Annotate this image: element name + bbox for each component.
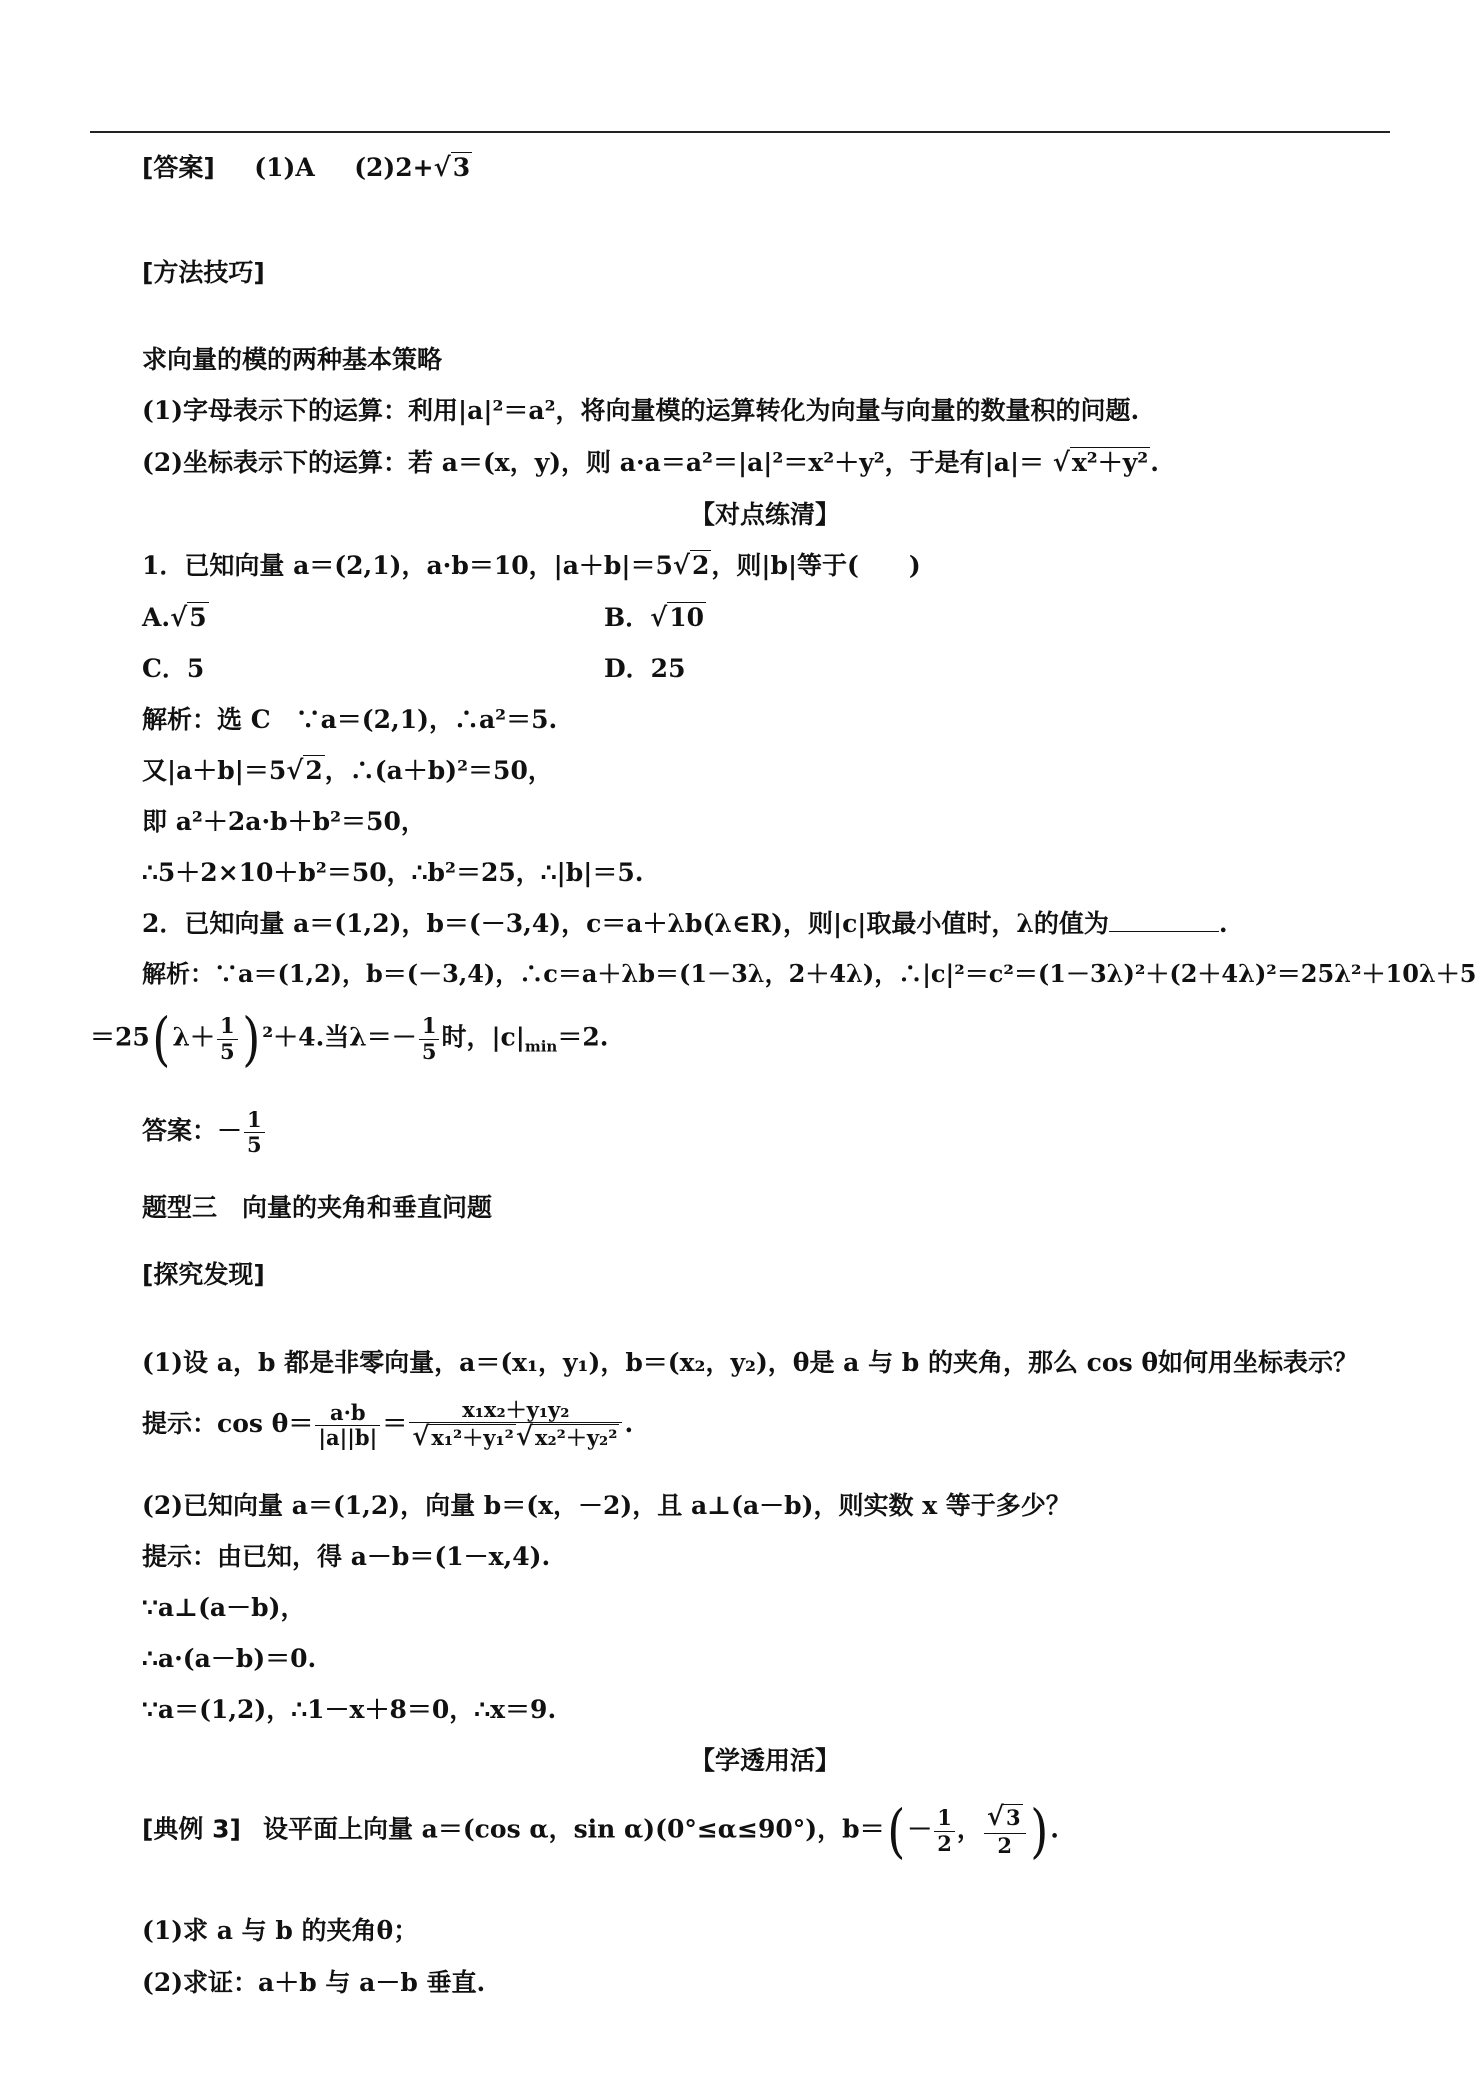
explore-hint-2-line-2: ∵a⊥(a－b)，	[142, 1593, 306, 1622]
solution-1-line-3: 即 a²＋2a·b＋b²＝50，	[142, 807, 426, 836]
answer-part-2: (2)2+	[354, 153, 434, 182]
solution-1-line-4: ∴5＋2×10＋b²＝50，∴b²＝25，∴|b|＝5.	[142, 858, 644, 887]
strategy-2: (2)坐标表示下的运算：若 a＝(x，y)，则 a·a＝a²＝|a|²＝x²＋y²，于是有|a|＝ √x²＋y².	[142, 448, 1159, 478]
example-3: [典例 3] 设平面上向量 a＝(cos α，sin α)(0°≤α≤90°)，b＝(－ $\frac{1}{2}$ ， $\frac{√3}{2}$ ).	[142, 1797, 1059, 1865]
strategy-title: 求向量的模的两种基本策略	[142, 345, 443, 374]
strategy-1: (1)字母表示下的运算：利用|a|²＝a²，将向量模的运算转化为向量与向量的数量积的问题.	[142, 396, 1140, 425]
solution-2-line-1: 解析：∵a＝(1,2)，b＝(－3,4)，∴c＝a＋λb＝(1－3λ，2＋4λ)，∴|c|²＝c²＝(1－3λ)²＋(2＋4λ)²＝25λ²＋10λ＋5	[142, 959, 1477, 988]
option-b: B．√10	[604, 603, 705, 633]
sqrt-3: √3	[433, 153, 471, 183]
sqrt-x2y2: √x²＋y²	[1052, 448, 1149, 478]
explore-hint-2-line-3: ∴a·(a－b)＝0.	[142, 1644, 317, 1673]
explore-question-1: (1)设 a，b 都是非零向量，a＝(x₁，y₁)，b＝(x₂，y₂)，θ是 a 与 b 的夹角，那么 cos θ如何用坐标表示？	[142, 1348, 1359, 1377]
option-a: A.√5	[142, 603, 207, 633]
method-heading: [方法技巧]	[142, 258, 265, 287]
example-3-question-2: (2)求证：a＋b 与 a－b 垂直.	[142, 1968, 486, 1997]
solution-1-line-2: 又|a＋b|＝5√2，∴(a＋b)²＝50，	[142, 756, 553, 786]
answer-label: [答案]	[142, 153, 215, 182]
option-c: C．5	[142, 654, 205, 683]
apply-heading: 【学透用活】	[689, 1746, 840, 1775]
explore-question-2: (2)已知向量 a＝(1,2)，向量 b＝(x，－2)，且 a⊥(a－b)，则实数 x 等于多少？	[142, 1491, 1071, 1520]
question-1: 1．已知向量 a＝(2,1)，a·b＝10，|a＋b|＝5√2，则|b|等于( )	[142, 551, 921, 581]
example-3-question-1: (1)求 a 与 b 的夹角θ；	[142, 1916, 419, 1945]
answer-line	[142, 155, 472, 181]
answer-blank	[1109, 931, 1219, 932]
option-d: D．25	[604, 654, 686, 683]
question-2: 2．已知向量 a＝(1,2)，b＝(－3,4)，c＝a＋λb(λ∈R)，则|c|取最小值时，λ的值为 .	[142, 909, 1228, 938]
explore-hint-2-line-1: 提示：由已知，得 a－b＝(1－x,4).	[142, 1542, 551, 1571]
answer-2: 答案：－ $\frac{1}{5}$	[142, 1108, 267, 1157]
explore-hint-1: 提示：cos θ＝ $\frac{a\cdot b}{|a||b|}$ ＝ $\frac{\text{x₁x₂＋y₁y₂}}{\text{√x₁²＋y₁²√x₂²＋y₂²}}$ .	[142, 1397, 634, 1453]
type-3-heading: 题型三 向量的夹角和垂直问题	[142, 1193, 493, 1222]
solution-1-line-1: 解析：选 C ∵a＝(2,1)，∴a²＝5.	[142, 705, 558, 734]
explore-heading: [探究发现]	[142, 1260, 265, 1289]
header-rule	[90, 131, 1390, 133]
practice-heading: 【对点练清】	[689, 500, 840, 529]
answer-part-1: (1)A	[254, 153, 315, 182]
explore-hint-2-line-4: ∵a＝(1,2)，∴1－x＋8＝0，∴x＝9.	[142, 1695, 557, 1724]
solution-2-line-2: ＝25(λ＋ $\frac{1}{5}$ )²＋4.当λ＝－ $\frac{1}{5}$ 时，$|c|_{min}=2$.	[90, 1005, 609, 1073]
